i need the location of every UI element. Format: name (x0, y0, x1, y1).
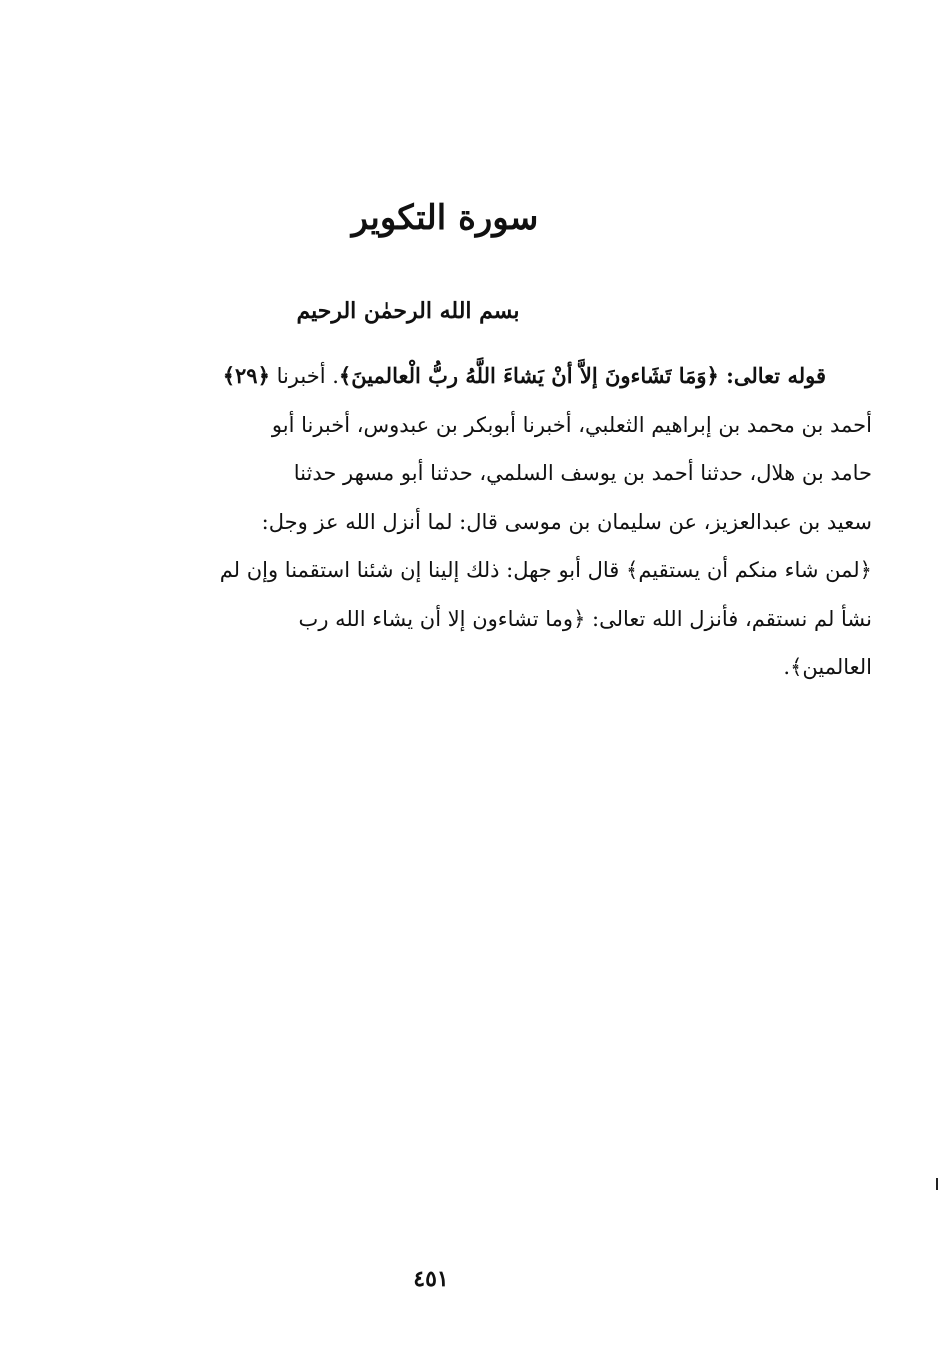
body-paragraph (118, 352, 872, 692)
paragraph-line-6: نشأ لم نستقم، فأنزل الله تعالى: ﴿وما تشاءون إلا أن يشاء الله رب (298, 606, 872, 631)
verse-quote: ﴿وَمَا تَشَاءونَ إلاَّ أنْ يَشاءَ اللَّهُ ربُّ الْعالمينَ﴾ (338, 363, 719, 388)
verse-intro: قوله تعالى: (718, 363, 826, 388)
page-number: ٤٥١ (413, 1266, 449, 1292)
paragraph-line-7: العالمين﴾. (783, 655, 872, 679)
paragraph-line-5: ﴿لمن شاء منكم أن يستقيم﴾ قال أبو جهل: ذلك إلينا إن شئنا استقمنا وإن لم (219, 558, 872, 582)
paragraph-line-3: حامد بن هلال، حدثنا أحمد بن يوسف السلمي، حدثنا أبو مسهر حدثنا (293, 461, 872, 485)
basmala: بسم الله الرحمٰن الرحيم (296, 298, 520, 324)
narration-start: . أخبرنا (269, 364, 339, 388)
scan-edge-mark (936, 1178, 938, 1190)
paragraph-line-1 (118, 352, 826, 401)
paragraph-line-2: أحمد بن محمد بن إبراهيم الثعلبي، أخبرنا أبوبكر بن عبدوس، أخبرنا أبو (271, 412, 872, 437)
verse-number-marker: ﴿٢٩﴾ (222, 363, 270, 388)
paragraph-line-4: سعيد بن عبدالعزيز، عن سليمان بن موسى قال: لما أنزل الله عز وجل: (261, 509, 872, 534)
surah-title: سورة التكوير (351, 198, 539, 238)
